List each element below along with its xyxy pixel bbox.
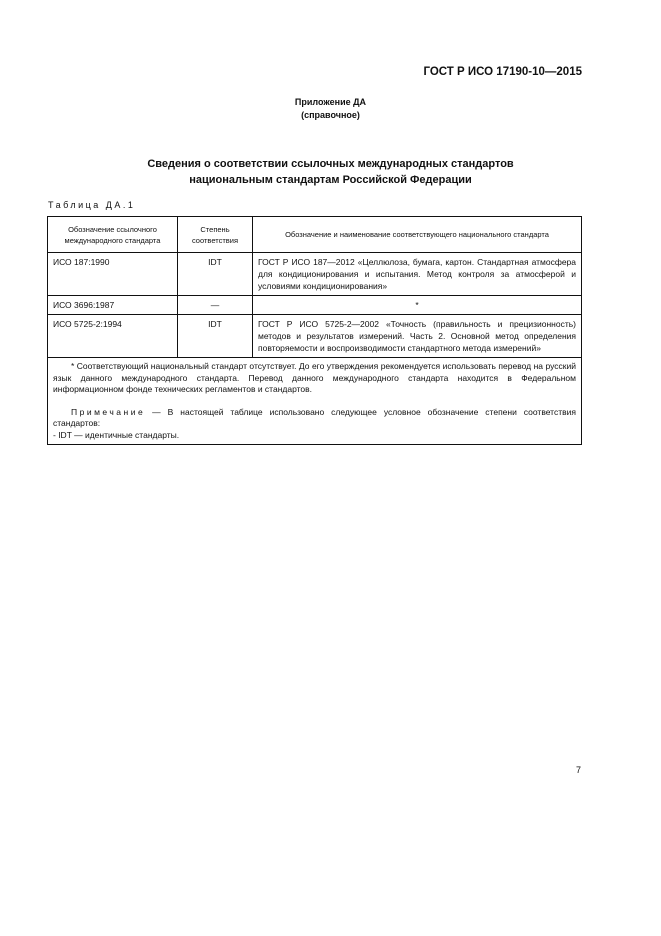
table-row — [48, 315, 582, 358]
note-item: - IDT — идентичные стандарты. — [53, 429, 180, 440]
page-number: 7 — [575, 765, 581, 775]
table-footnote-cell — [48, 358, 582, 445]
correspondence-table — [47, 216, 582, 445]
document-code: ГОСТ Р ИСО 17190-10—2015 — [423, 66, 582, 78]
cell-reference: ИСО 187:1990 — [48, 253, 178, 296]
section-title-line-1: Сведения о соответствии ссылочных международных стандартов — [147, 158, 514, 170]
annex-heading — [0, 96, 661, 122]
table-header-row — [48, 217, 582, 253]
table-label: Таблица ДА.1 — [48, 200, 136, 210]
cell-degree: IDT — [178, 315, 253, 358]
note-label: Примечание — [71, 406, 146, 417]
annex-subtitle: (справочное) — [301, 110, 360, 120]
cell-degree: IDT — [178, 253, 253, 296]
cell-reference: ИСО 5725-2:1994 — [48, 315, 178, 358]
cell-national: * — [253, 296, 582, 315]
cell-national: ГОСТ Р ИСО 187—2012 «Целлюлоза, бумага, картон. Стандартная атмосфера для кондиционирования и испытания. Метод контроля за атмосферой и условиями кондиционирования» — [253, 253, 582, 296]
table-row — [48, 296, 582, 315]
table-row — [48, 253, 582, 296]
section-title — [0, 156, 661, 188]
header-degree: Степень соответствия — [178, 217, 253, 253]
footnote: * Соответствующий национальный стандарт отсутствует. До его утверждения рекомендуется использовать перевод на русский язык данного международного стандарта. Перевод данного международного стандарта находится в Федеральном информационном фонде технических регламентов и стандартов. — [53, 361, 576, 394]
header-reference-standard: Обозначение ссылочного международного стандарта — [48, 217, 178, 253]
annex-title: Приложение ДА — [294, 97, 367, 107]
cell-reference: ИСО 3696:1987 — [48, 296, 178, 315]
header-national-standard: Обозначение и наименование соответствующего национального стандарта — [253, 217, 582, 253]
cell-national: ГОСТ Р ИСО 5725-2—2002 «Точность (правильность и прецизионность) методов и результатов измерений. Часть 2. Основной метод определения повторяемости и воспроизводимости стандартного метода измерений» — [253, 315, 582, 358]
table-footer-row — [48, 358, 582, 445]
note-text: — В настоящей таблице использовано следующее условное обозначение степени соответствия стандартов: — [53, 406, 576, 428]
cell-degree: — — [178, 296, 253, 315]
section-title-line-2: национальным стандартам Российской Федерации — [189, 174, 472, 186]
note — [53, 407, 576, 430]
